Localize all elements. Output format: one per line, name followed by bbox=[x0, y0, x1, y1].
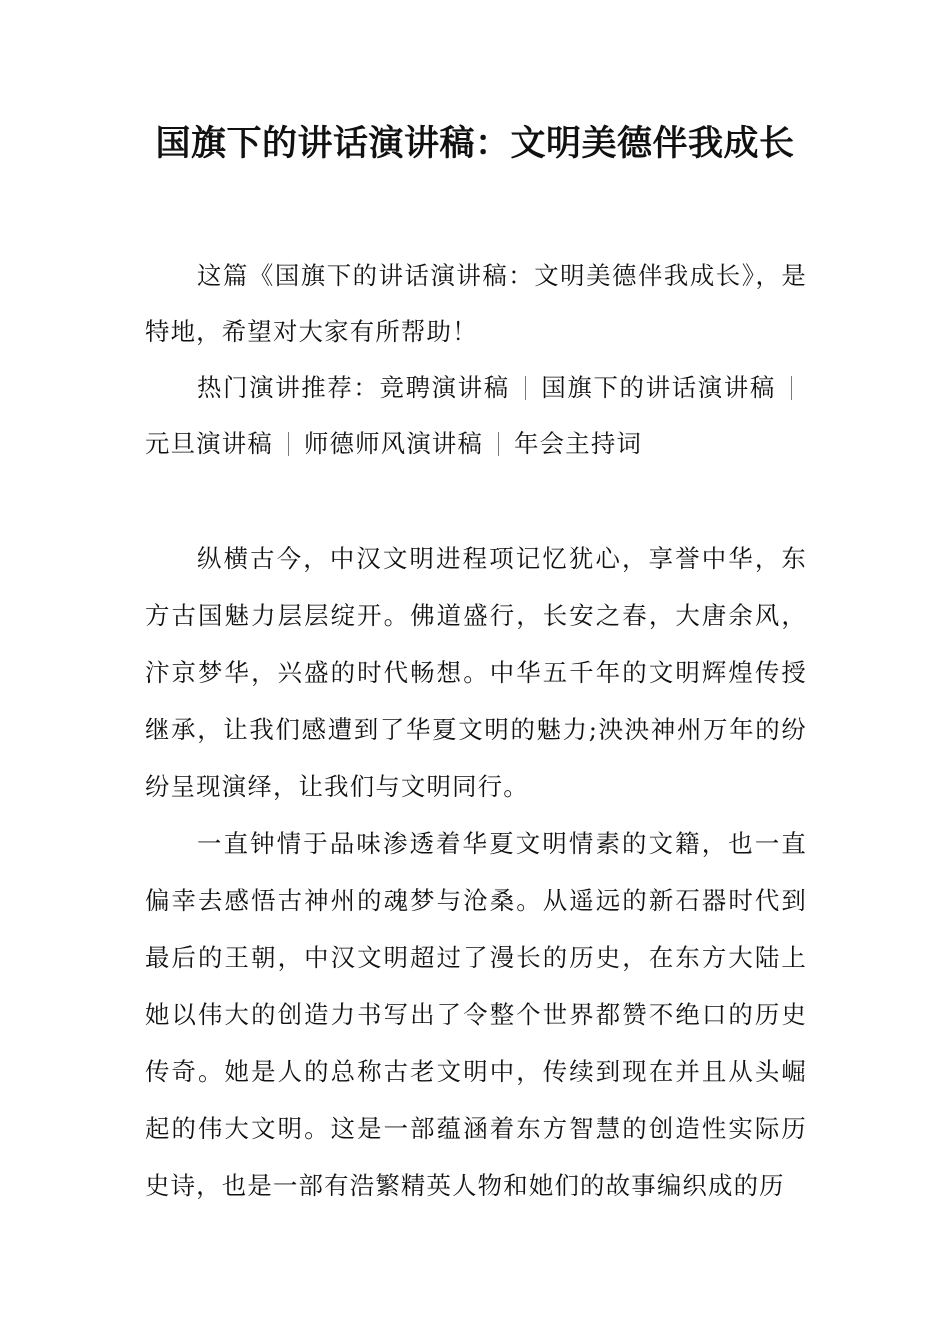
link-new-year-speech[interactable]: 元旦演讲稿 bbox=[145, 429, 273, 458]
link-separator bbox=[791, 376, 792, 400]
body-paragraph-1: 纵横古今，中汉文明进程项记忆犹心，享誉中华，东方古国魅力层层绽开。佛道盛行，长安之春，大唐余风，汴京梦华，兴盛的时代畅想。中华五千年的文明辉煌传授继承，让我们感遭到了华夏文明的魅力;泱泱神州万年的纷纷呈现演绎，让我们与文明同行。 bbox=[145, 544, 807, 801]
link-competition-speech[interactable]: 竞聘演讲稿 bbox=[379, 373, 510, 402]
document-title: 国旗下的讲话演讲稿：文明美德伴我成长 bbox=[155, 124, 795, 164]
link-annual-meeting-host[interactable]: 年会主持词 bbox=[514, 429, 643, 458]
link-separator bbox=[288, 432, 289, 456]
intro-paragraph: 这篇《国旗下的讲话演讲稿：文明美德伴我成长》，是特地，希望对大家有所帮助！ bbox=[145, 261, 807, 346]
link-teacher-ethics-speech[interactable]: 师德师风演讲稿 bbox=[303, 429, 484, 458]
link-flag-speech[interactable]: 国旗下的讲话演讲稿 bbox=[540, 373, 776, 402]
body-paragraph-2: 一直钟情于品味渗透着华夏文明情素的文籍，也一直偏幸去感悟古神州的魂梦与沧桑。从遥远的新石器时代到最后的王朝，中汉文明超过了漫长的历史，在东方大陆上她以伟大的创造力书写出了令整个世界都赞不绝口的历史传奇。她是人的总称古老文明中，传续到现在并且从头崛起的伟大文明。这是一部蕴涵着东方智慧的创造性实际历史诗，也是一部有浩繁精英人物和她们的故事编织成的历 bbox=[145, 829, 807, 1200]
recommend-label: 热门演讲推荐： bbox=[197, 373, 380, 402]
link-separator bbox=[525, 376, 526, 400]
link-separator bbox=[498, 432, 499, 456]
recommend-links bbox=[145, 360, 807, 472]
